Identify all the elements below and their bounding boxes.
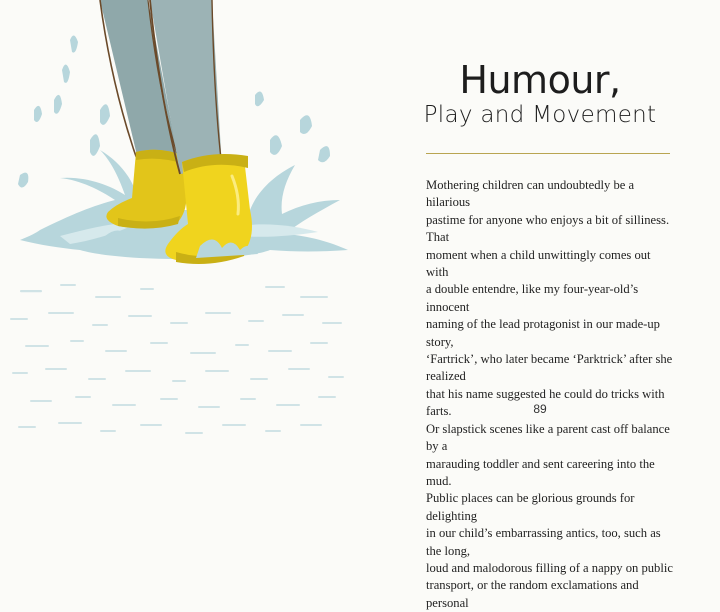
- text-page: [360, 0, 720, 610]
- rain-boots-illustration: [0, 0, 360, 442]
- body-paragraph: Mothering children can undoubtedly be a hilarious pastime for anyone who enjoys a bit of silliness. That moment when a child unwittingly comes out with a double entendre, like my four-year-old’s innocent naming of the lead protagonist in our made-up story, ‘Fartrick’, who later became ‘Parktrick’ after she realized that his name suggested he could do tricks with farts. Or slapstick scenes like a parent cast off balance by a marauding toddler and sent careering into the mud. Public places can be glorious grounds for delighting in our child’s embarrassing antics, too, such as the long, loud and malodorous filling of a nappy on public transport, or the random exclamations and personal: [426, 178, 673, 610]
- ground-dashes: [10, 284, 344, 434]
- page-number: 89: [533, 402, 547, 416]
- splash-illustration-svg: [0, 0, 360, 442]
- back-boot: [106, 150, 186, 229]
- chapter-title: Humour,: [459, 58, 621, 102]
- title-divider: [426, 153, 670, 154]
- chapter-subtitle: Play and Movement: [423, 102, 657, 128]
